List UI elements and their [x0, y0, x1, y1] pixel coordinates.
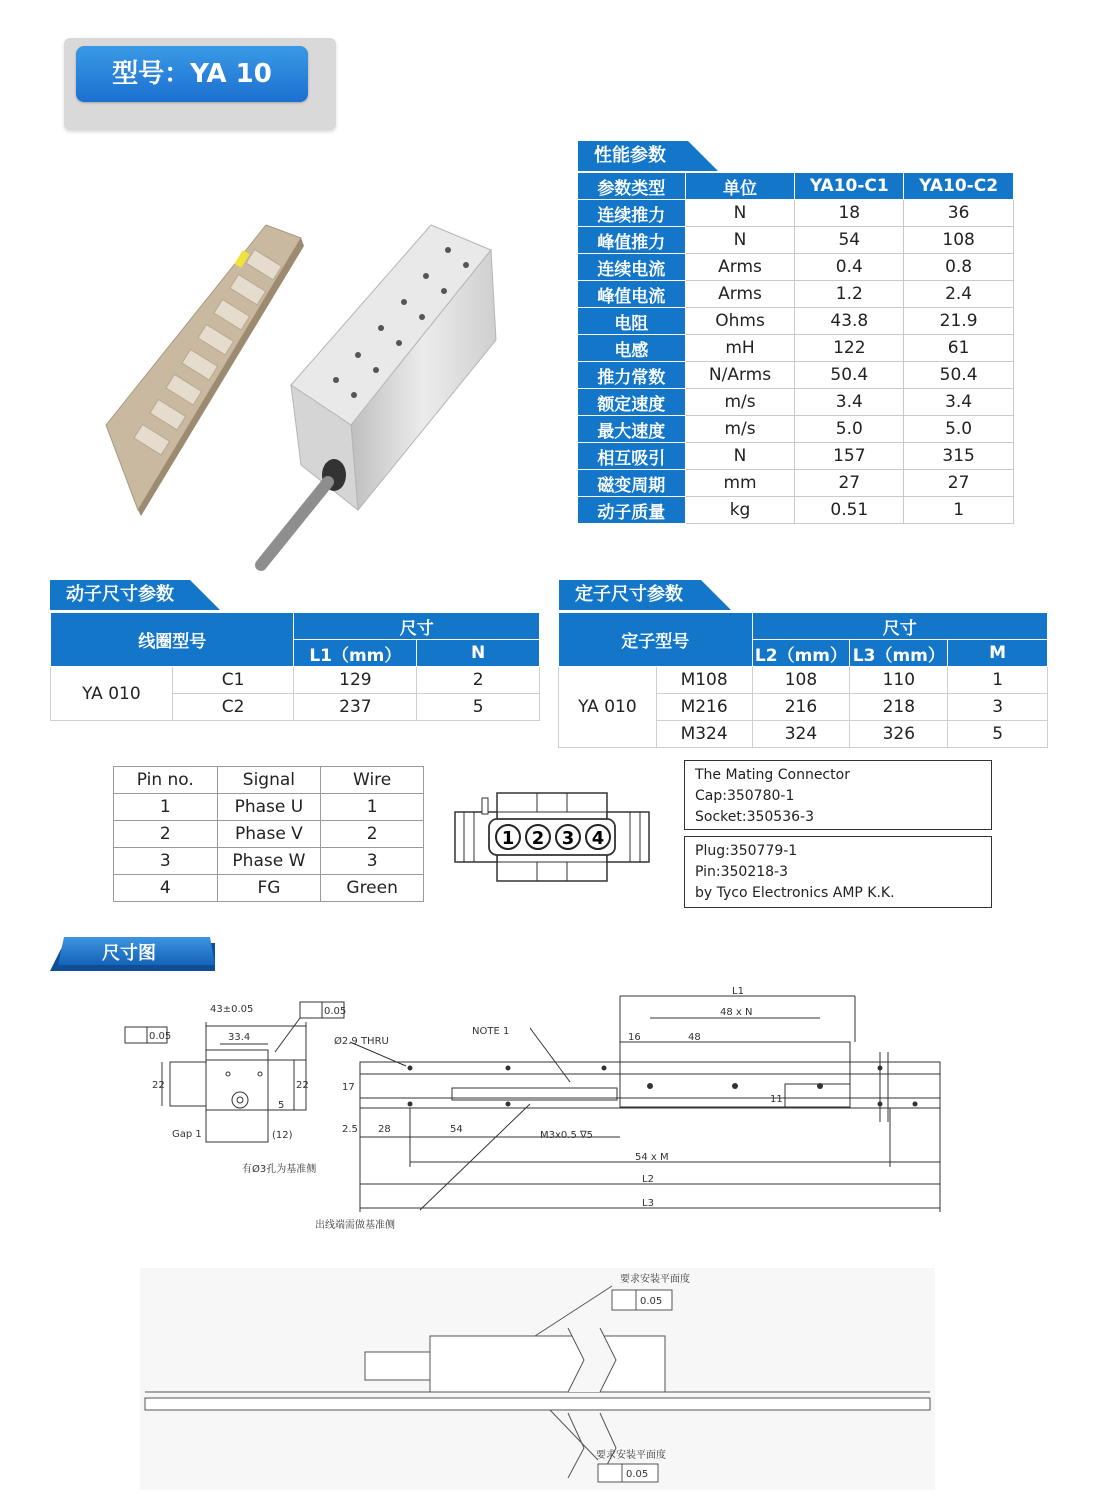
dim-22-right: 22	[296, 1080, 309, 1091]
dim-43: 43±0.05	[210, 1004, 254, 1015]
cell: 0.4	[795, 254, 904, 281]
cell: 315	[904, 443, 1014, 470]
table-row	[578, 308, 1014, 335]
dim-48: 48	[688, 1032, 701, 1043]
cell: M216	[656, 694, 752, 721]
cell: 5.0	[904, 416, 1014, 443]
cell: N	[685, 227, 795, 254]
pin-table	[113, 766, 424, 902]
dim-54xM: 54 x M	[635, 1152, 669, 1163]
cell: 50.4	[904, 362, 1014, 389]
cell: 3	[948, 694, 1048, 721]
table-row	[578, 389, 1014, 416]
dim-17: 17	[342, 1082, 355, 1093]
cell: 157	[795, 443, 904, 470]
hole-label: Ø2.9 THRU	[334, 1036, 389, 1047]
mating-title: The Mating Connector	[695, 767, 850, 783]
cell: 2	[114, 821, 218, 848]
row-label: 峰值电流	[578, 281, 686, 308]
table-row	[51, 667, 540, 694]
cell: 18	[795, 200, 904, 227]
row-label: 峰值推力	[578, 227, 686, 254]
table-row	[578, 443, 1014, 470]
product-photo	[96, 210, 506, 580]
connector-pin-1: 1	[501, 828, 515, 849]
cell: N	[685, 200, 795, 227]
cell: kg	[685, 497, 795, 524]
mating-connector-box	[684, 760, 992, 830]
cell: 108	[752, 667, 850, 694]
dim-11: 11	[770, 1094, 783, 1105]
cell: 4	[114, 875, 218, 902]
cell: 1	[948, 667, 1048, 694]
stator-table	[558, 612, 1048, 748]
cell: C2	[172, 694, 294, 721]
cell: 216	[752, 694, 850, 721]
cell: m/s	[685, 389, 795, 416]
connector-pin-2: 2	[531, 828, 545, 849]
mount-note-2: 要求安装平面度	[596, 1450, 666, 1461]
stator-col-l2: L2（mm）	[752, 640, 850, 667]
cell: 5.0	[795, 416, 904, 443]
dim-33-4: 33.4	[228, 1032, 251, 1043]
performance-header: 性能参数	[578, 141, 688, 171]
cell: 3.4	[904, 389, 1014, 416]
row-label: 电阻	[578, 308, 686, 335]
plug-box	[684, 836, 992, 908]
dim-22-left: 22	[152, 1080, 165, 1091]
ref-note-1: 有Ø3孔为基准侧	[242, 1164, 317, 1175]
drawing-header: 尺寸图	[102, 943, 156, 964]
table-row	[578, 497, 1014, 524]
table-row	[578, 416, 1014, 443]
row-label: 最大速度	[578, 416, 686, 443]
manufacturer: by Tyco Electronics AMP K.K.	[695, 885, 895, 901]
stator-model: YA 010	[559, 667, 657, 748]
cell: 43.8	[795, 308, 904, 335]
col-c1: YA10-C1	[795, 173, 904, 200]
cell: 2	[321, 821, 424, 848]
connector-diagram	[452, 790, 662, 885]
stator-col-model: 定子型号	[559, 613, 753, 667]
mover-col-l1: L1（mm）	[294, 640, 417, 667]
plug-part: Plug:350779-1	[695, 843, 798, 859]
gap-label: Gap 1	[172, 1129, 202, 1140]
table-row	[114, 848, 424, 875]
mover-col-size: 尺寸	[294, 613, 540, 640]
cell: 110	[850, 667, 948, 694]
cell: 326	[850, 721, 948, 748]
table-row	[578, 335, 1014, 362]
row-label: 连续推力	[578, 200, 686, 227]
connector-pin-3: 3	[561, 828, 575, 849]
mating-socket: Socket:350536-3	[695, 809, 814, 825]
mover-model: YA 010	[51, 667, 173, 721]
col-c2: YA10-C2	[904, 173, 1014, 200]
dim-54: 54	[450, 1124, 463, 1135]
cell: mH	[685, 335, 795, 362]
cell: Phase U	[217, 794, 321, 821]
cell: 50.4	[795, 362, 904, 389]
table-row	[114, 794, 424, 821]
cell: 61	[904, 335, 1014, 362]
cell: 1	[114, 794, 218, 821]
row-label: 动子质量	[578, 497, 686, 524]
cell: 27	[904, 470, 1014, 497]
page-title: 型号：YA 10	[76, 46, 308, 102]
dim-12: (12)	[272, 1130, 293, 1141]
dim-L1: L1	[732, 986, 744, 997]
col-pin: Pin no.	[114, 767, 218, 794]
mover-col-model: 线圈型号	[51, 613, 294, 667]
cell: 218	[850, 694, 948, 721]
row-label: 相互吸引	[578, 443, 686, 470]
row-label: 磁变周期	[578, 470, 686, 497]
cell: mm	[685, 470, 795, 497]
cell: FG	[217, 875, 321, 902]
performance-table	[577, 172, 1014, 524]
cell: 2	[417, 667, 540, 694]
stator-col-l3: L3（mm）	[850, 640, 948, 667]
cell: M324	[656, 721, 752, 748]
col-unit: 单位	[685, 173, 795, 200]
mover-col-n: N	[417, 640, 540, 667]
stator-col-m: M	[948, 640, 1048, 667]
stator-header: 定子尺寸参数	[559, 580, 701, 610]
dim-16: 16	[628, 1032, 641, 1043]
cell: 5	[948, 721, 1048, 748]
table-row	[578, 200, 1014, 227]
cell: 3	[321, 848, 424, 875]
cell: 108	[904, 227, 1014, 254]
thread-label: M3x0.5 ∇5	[540, 1130, 594, 1141]
dim-2-5: 2.5	[342, 1124, 358, 1135]
table-row	[578, 227, 1014, 254]
stator-col-size: 尺寸	[752, 613, 1047, 640]
table-row	[114, 821, 424, 848]
cell: 1.2	[795, 281, 904, 308]
dim-48xN: 48 x N	[720, 1007, 753, 1018]
cell: 1	[904, 497, 1014, 524]
mount-note-1: 要求安装平面度	[620, 1274, 690, 1285]
table-row	[559, 667, 1048, 694]
mover-header: 动子尺寸参数	[50, 580, 190, 610]
table-row	[578, 254, 1014, 281]
cell: Ohms	[685, 308, 795, 335]
cell: m/s	[685, 416, 795, 443]
cell: Arms	[685, 281, 795, 308]
cell: 3	[114, 848, 218, 875]
ref-note-2: 出线端需做基准侧	[315, 1220, 395, 1231]
row-label: 额定速度	[578, 389, 686, 416]
cell: Phase W	[217, 848, 321, 875]
col-wire: Wire	[321, 767, 424, 794]
table-row	[578, 470, 1014, 497]
mating-cap: Cap:350780-1	[695, 788, 795, 804]
mounting-drawing	[140, 1268, 935, 1490]
pin-header-row	[114, 767, 424, 794]
table-row	[578, 281, 1014, 308]
table-row	[578, 362, 1014, 389]
col-signal: Signal	[217, 767, 321, 794]
cell: 0.51	[795, 497, 904, 524]
cell: Arms	[685, 254, 795, 281]
row-label: 连续电流	[578, 254, 686, 281]
dim-5: 5	[278, 1100, 285, 1111]
performance-header-row	[578, 173, 1014, 200]
cell: N	[685, 443, 795, 470]
cell: 122	[795, 335, 904, 362]
cell: 324	[752, 721, 850, 748]
connector-pin-4: 4	[591, 828, 605, 849]
cell: M108	[656, 667, 752, 694]
flatness-2: 0.05	[324, 1006, 347, 1017]
cell: 2.4	[904, 281, 1014, 308]
cell: N/Arms	[685, 362, 795, 389]
flatness-3: 0.05	[640, 1296, 663, 1307]
cell: 129	[294, 667, 417, 694]
cell: 21.9	[904, 308, 1014, 335]
dim-L2: L2	[642, 1174, 654, 1185]
cell: 54	[795, 227, 904, 254]
flatness-1: 0.05	[149, 1031, 172, 1042]
col-param: 参数类型	[578, 173, 686, 200]
drawing-header-tab	[50, 935, 220, 973]
cell: 27	[795, 470, 904, 497]
table-row	[114, 875, 424, 902]
cell: 0.8	[904, 254, 1014, 281]
row-label: 电感	[578, 335, 686, 362]
dim-28: 28	[378, 1124, 391, 1135]
cell: 36	[904, 200, 1014, 227]
pin-part: Pin:350218-3	[695, 864, 789, 880]
row-label: 推力常数	[578, 362, 686, 389]
cell: 5	[417, 694, 540, 721]
cell: Green	[321, 875, 424, 902]
dim-L3: L3	[642, 1198, 654, 1209]
cell: 1	[321, 794, 424, 821]
dimension-drawing	[110, 982, 950, 1237]
cell: 237	[294, 694, 417, 721]
flatness-4: 0.05	[626, 1469, 649, 1480]
cell: 3.4	[795, 389, 904, 416]
cell: C1	[172, 667, 294, 694]
note-label: NOTE 1	[472, 1026, 510, 1037]
mover-table	[50, 612, 540, 721]
cell: Phase V	[217, 821, 321, 848]
